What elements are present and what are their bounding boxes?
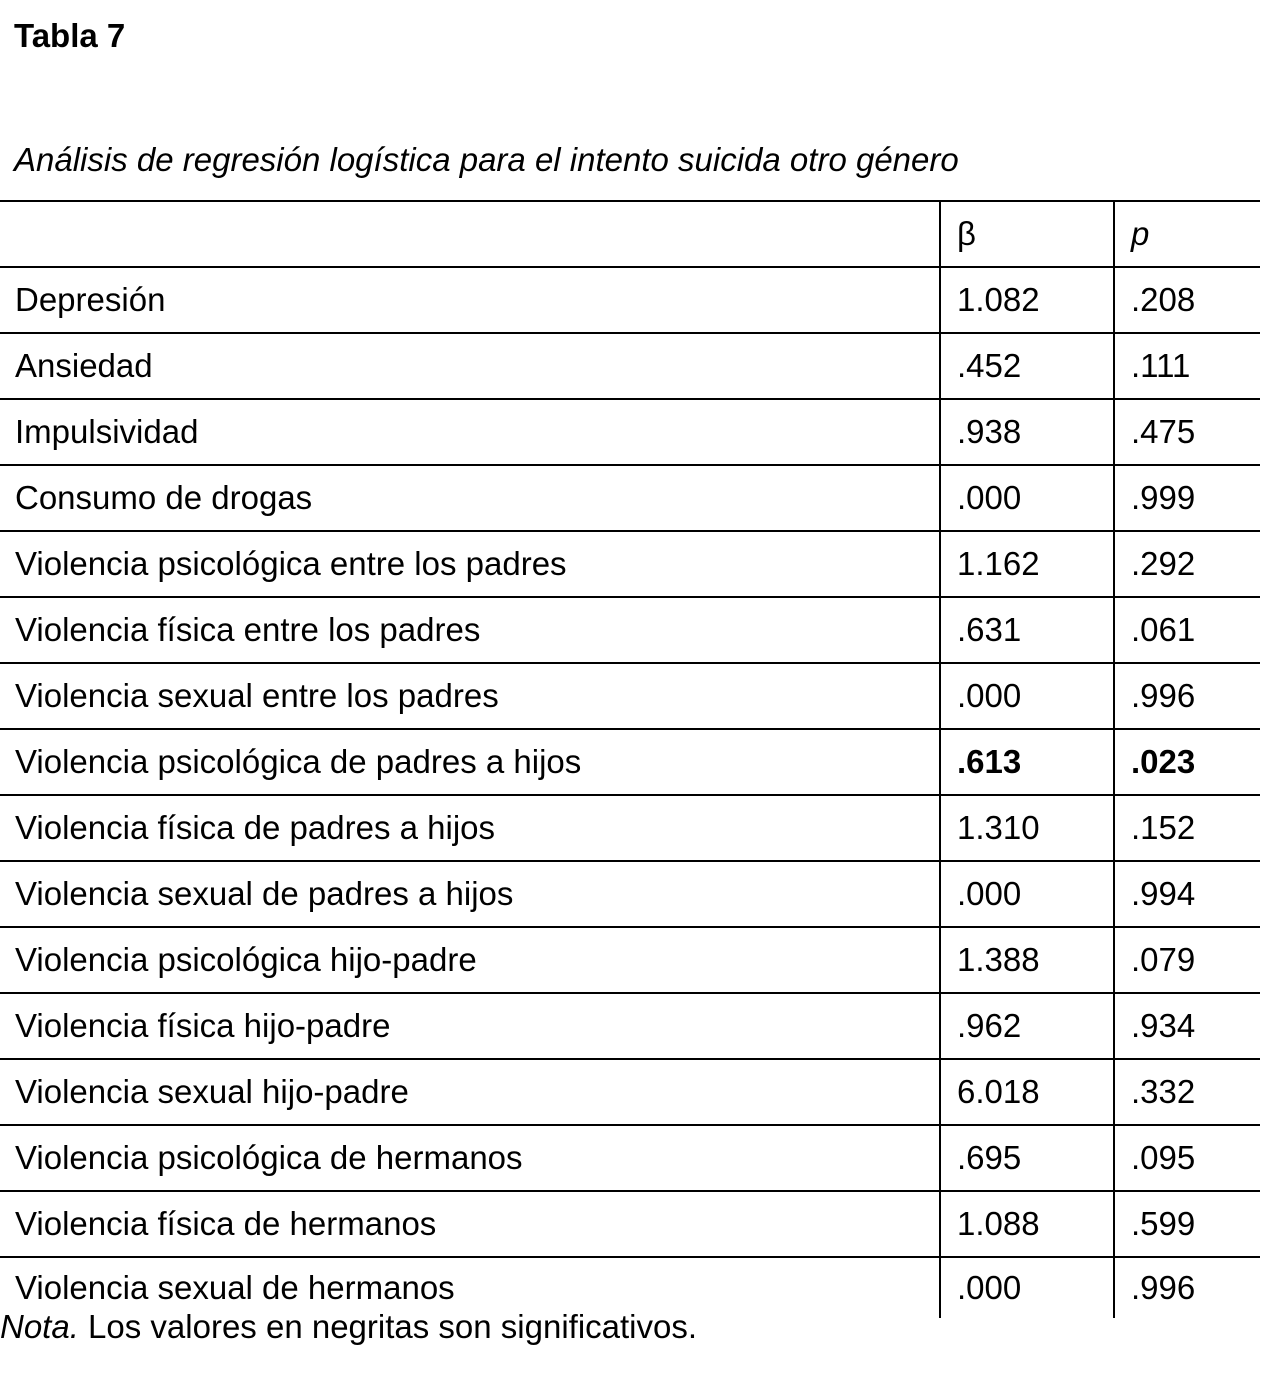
table-row [0, 267, 1260, 333]
row-label: Violencia psicológica de hermanos [0, 1125, 940, 1191]
row-label: Violencia psicológica hijo-padre [0, 927, 940, 993]
row-beta: .613 [940, 729, 1114, 795]
table-row [0, 399, 1260, 465]
row-label: Violencia sexual de padres a hijos [0, 861, 940, 927]
row-beta: .000 [940, 663, 1114, 729]
table-row [0, 795, 1260, 861]
note-prefix: Nota. [0, 1308, 79, 1345]
header-p: p [1114, 201, 1260, 267]
table-row [0, 1191, 1260, 1257]
row-p: .111 [1114, 333, 1260, 399]
table-row [0, 531, 1260, 597]
row-label: Violencia psicológica entre los padres [0, 531, 940, 597]
row-p: .475 [1114, 399, 1260, 465]
header-row [0, 201, 1260, 267]
row-beta: .000 [940, 465, 1114, 531]
row-label: Violencia física de hermanos [0, 1191, 940, 1257]
row-beta: 1.162 [940, 531, 1114, 597]
row-beta: .000 [940, 1257, 1114, 1318]
row-p: .994 [1114, 861, 1260, 927]
row-p: .934 [1114, 993, 1260, 1059]
table-row [0, 861, 1260, 927]
table-body [0, 267, 1260, 1318]
row-beta: 6.018 [940, 1059, 1114, 1125]
row-label: Violencia sexual hijo-padre [0, 1059, 940, 1125]
table-row [0, 729, 1260, 795]
row-beta: .452 [940, 333, 1114, 399]
header-beta: β [940, 201, 1114, 267]
row-p: .208 [1114, 267, 1260, 333]
row-beta: .631 [940, 597, 1114, 663]
row-label: Violencia sexual entre los padres [0, 663, 940, 729]
table-row [0, 993, 1260, 1059]
row-p: .996 [1114, 663, 1260, 729]
row-p: .061 [1114, 597, 1260, 663]
row-label: Violencia sexual de hermanos [0, 1257, 940, 1318]
table-row [0, 333, 1260, 399]
row-p: .599 [1114, 1191, 1260, 1257]
row-p: .152 [1114, 795, 1260, 861]
table-row [0, 927, 1260, 993]
regression-table [0, 200, 1260, 1318]
row-label: Ansiedad [0, 333, 940, 399]
row-label: Violencia física hijo-padre [0, 993, 940, 1059]
row-label: Violencia física de padres a hijos [0, 795, 940, 861]
row-beta: .962 [940, 993, 1114, 1059]
row-label: Consumo de drogas [0, 465, 940, 531]
row-beta: 1.088 [940, 1191, 1114, 1257]
row-label: Violencia física entre los padres [0, 597, 940, 663]
table-row [0, 597, 1260, 663]
row-beta: .938 [940, 399, 1114, 465]
row-label: Impulsividad [0, 399, 940, 465]
row-p: .023 [1114, 729, 1260, 795]
table-row [0, 1125, 1260, 1191]
table-number: Tabla 7 [14, 17, 126, 54]
row-beta: .695 [940, 1125, 1114, 1191]
table-caption: Análisis de regresión logística para el intento suicida otro género [14, 141, 959, 178]
row-label: Violencia psicológica de padres a hijos [0, 729, 940, 795]
row-beta: 1.082 [940, 267, 1114, 333]
note-text: Los valores en negritas son significativos. [78, 1308, 698, 1345]
table-row [0, 465, 1260, 531]
row-p: .332 [1114, 1059, 1260, 1125]
row-beta: .000 [940, 861, 1114, 927]
row-p: .996 [1114, 1257, 1260, 1318]
row-beta: 1.310 [940, 795, 1114, 861]
row-label: Depresión [0, 267, 940, 333]
table-row [0, 663, 1260, 729]
row-p: .292 [1114, 531, 1260, 597]
row-beta: 1.388 [940, 927, 1114, 993]
table-note [0, 1305, 697, 1349]
row-p: .999 [1114, 465, 1260, 531]
row-p: .079 [1114, 927, 1260, 993]
header-label [0, 201, 940, 267]
row-p: .095 [1114, 1125, 1260, 1191]
table-row [0, 1059, 1260, 1125]
